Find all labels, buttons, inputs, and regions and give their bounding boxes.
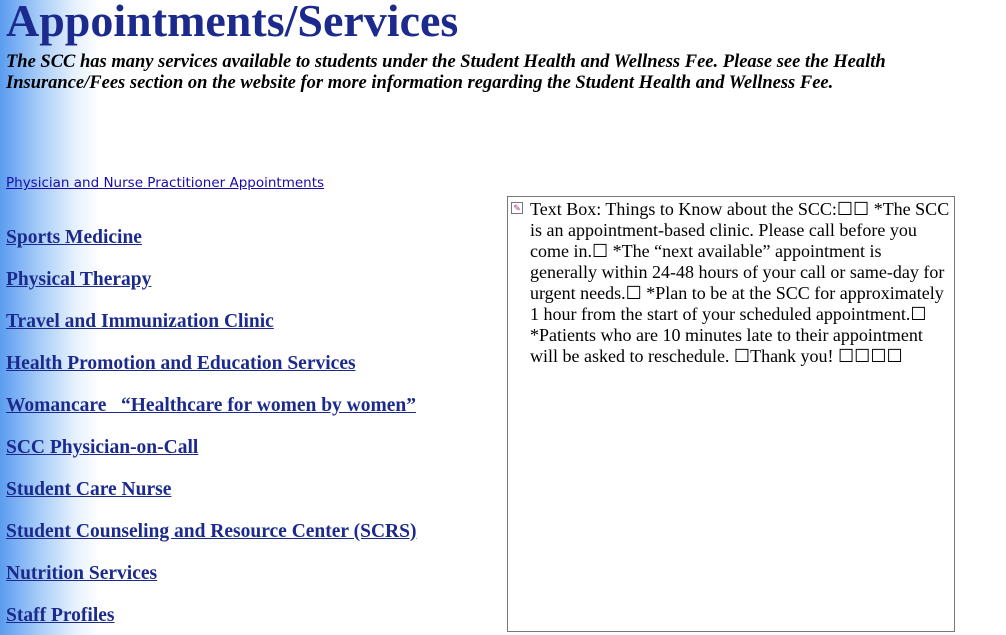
staff-profiles-link[interactable]: Staff Profiles bbox=[6, 605, 115, 626]
page-title: Appointments/Services bbox=[6, 0, 459, 46]
counseling-center-link[interactable]: Student Counseling and Resource Center (SCRS) bbox=[6, 521, 417, 542]
physician-appointments-link[interactable]: Physician and Nurse Practitioner Appointments bbox=[6, 175, 325, 191]
physician-on-call-link[interactable]: SCC Physician-on-Call bbox=[6, 437, 199, 458]
womancare-link[interactable]: Womancare “Healthcare for women by women” bbox=[6, 395, 416, 416]
travel-immunization-link[interactable]: Travel and Immunization Clinic bbox=[6, 311, 274, 332]
physical-therapy-link[interactable]: Physical Therapy bbox=[6, 269, 152, 290]
health-promotion-link[interactable]: Health Promotion and Education Services bbox=[6, 353, 356, 374]
broken-image-icon: ✎ bbox=[511, 202, 523, 214]
text-box bbox=[507, 196, 955, 632]
student-care-nurse-link[interactable]: Student Care Nurse bbox=[6, 479, 172, 500]
nutrition-services-link[interactable]: Nutrition Services bbox=[6, 563, 158, 584]
intro-text: The SCC has many services available to students under the Student Health and Wellness Fee. Please see the Health Insurance/Fees section on the website for more information regarding the Student Health and Wellness Fee. bbox=[6, 52, 886, 93]
text-box-content: Text Box: Things to Know about the SCC:☐☐ *The SCC is an appointment-based clinic. Please call before you come in.☐ *The “next available” appointment is generally within 24-48 hours of your call or same-day for urgent needs.☐ *Plan to be at the SCC for approximately 1 hour from the start of your scheduled appointment.☐ *Patients who are 10 minutes late to their appointment will be asked to reschedule. ☐Thank you! ☐☐☐☐ bbox=[530, 199, 950, 366]
sports-medicine-link[interactable]: Sports Medicine bbox=[6, 227, 142, 248]
